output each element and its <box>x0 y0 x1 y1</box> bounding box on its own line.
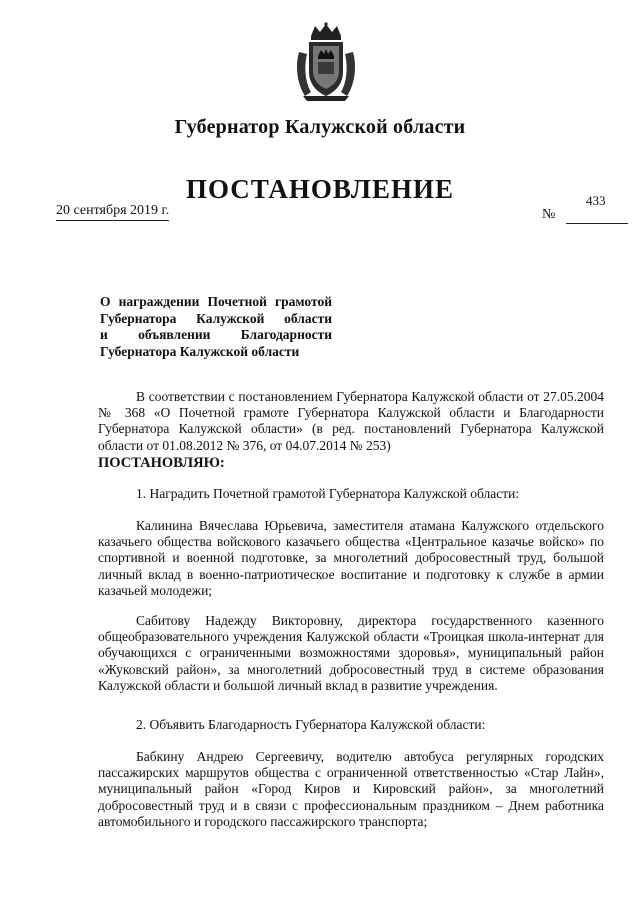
award-paragraph: Калинина Вячеслава Юрьевича, заместителя атамана Калужского отдельского казачьего общества войскового казачьего общества «Центральное казачье войско» по спортивной и военной подготовке, за многолетний добросовестный труд, большой личный вклад в военно-патриотическое воспитание и подготовку к службе в армии казачьей молодежи; <box>98 518 604 598</box>
thanks-paragraph: Бабкину Андрею Сергеевичу, водителю автобуса регулярных городских пассажирских маршрутов общества с ограниченной ответственностью «Стар Лайн», муниципальный район «Город Киров и Кировский район», за многолетний добросовестный труд и в связи с профессиональным праздником – Днем работника автомобильного и городского пассажирского транспорта; <box>98 749 604 829</box>
number-sign: № <box>542 207 556 222</box>
coat-of-arms-icon <box>293 22 359 102</box>
number-underline <box>566 223 628 224</box>
document-subject <box>100 294 332 360</box>
award-paragraph: Сабитову Надежду Викторовну, директора государственного казенного общеобразовательного учреждения Калужской области «Троицкая школа-интернат для обучающихся с ограниченными возможностями здоровья», муниципальный район «Жуковский район», за многолетний добросовестный труд в системе образования Калужской области и большой личный вклад в развитие учреждения. <box>98 613 604 693</box>
subject-line: Губернатора Калужской области <box>100 343 300 359</box>
preamble-paragraph: В соответствии с постановлением Губернатора Калужской области от 27.05.2004 № 368 «О Почетной грамоте Губернатора Калужской области и Благодарности Губернатора Калужской области» (в ред. постановлений Губернатора Калужской области от 01.08.2012 № 376, от 04.07.2014 № 253) <box>98 389 604 453</box>
subject-line: и объявлении Благодарности <box>100 327 332 342</box>
number-value: 433 <box>586 193 606 208</box>
subject-line: О награждении Почетной грамотой <box>100 294 332 309</box>
item-2-heading: 2. Объявить Благодарность Губернатора Калужской области: <box>136 717 486 732</box>
resolve-heading: ПОСТАНОВЛЯЮ: <box>98 455 225 471</box>
document-type: ПОСТАНОВЛЕНИЕ <box>185 174 455 204</box>
subject-line: Губернатора Калужской области <box>100 310 332 326</box>
item-1-heading: 1. Наградить Почетной грамотой Губернатора Калужской области: <box>136 486 520 501</box>
authority-title: Губернатор Калужской области <box>174 116 466 138</box>
document-date: 20 сентября 2019 г. <box>56 203 169 221</box>
